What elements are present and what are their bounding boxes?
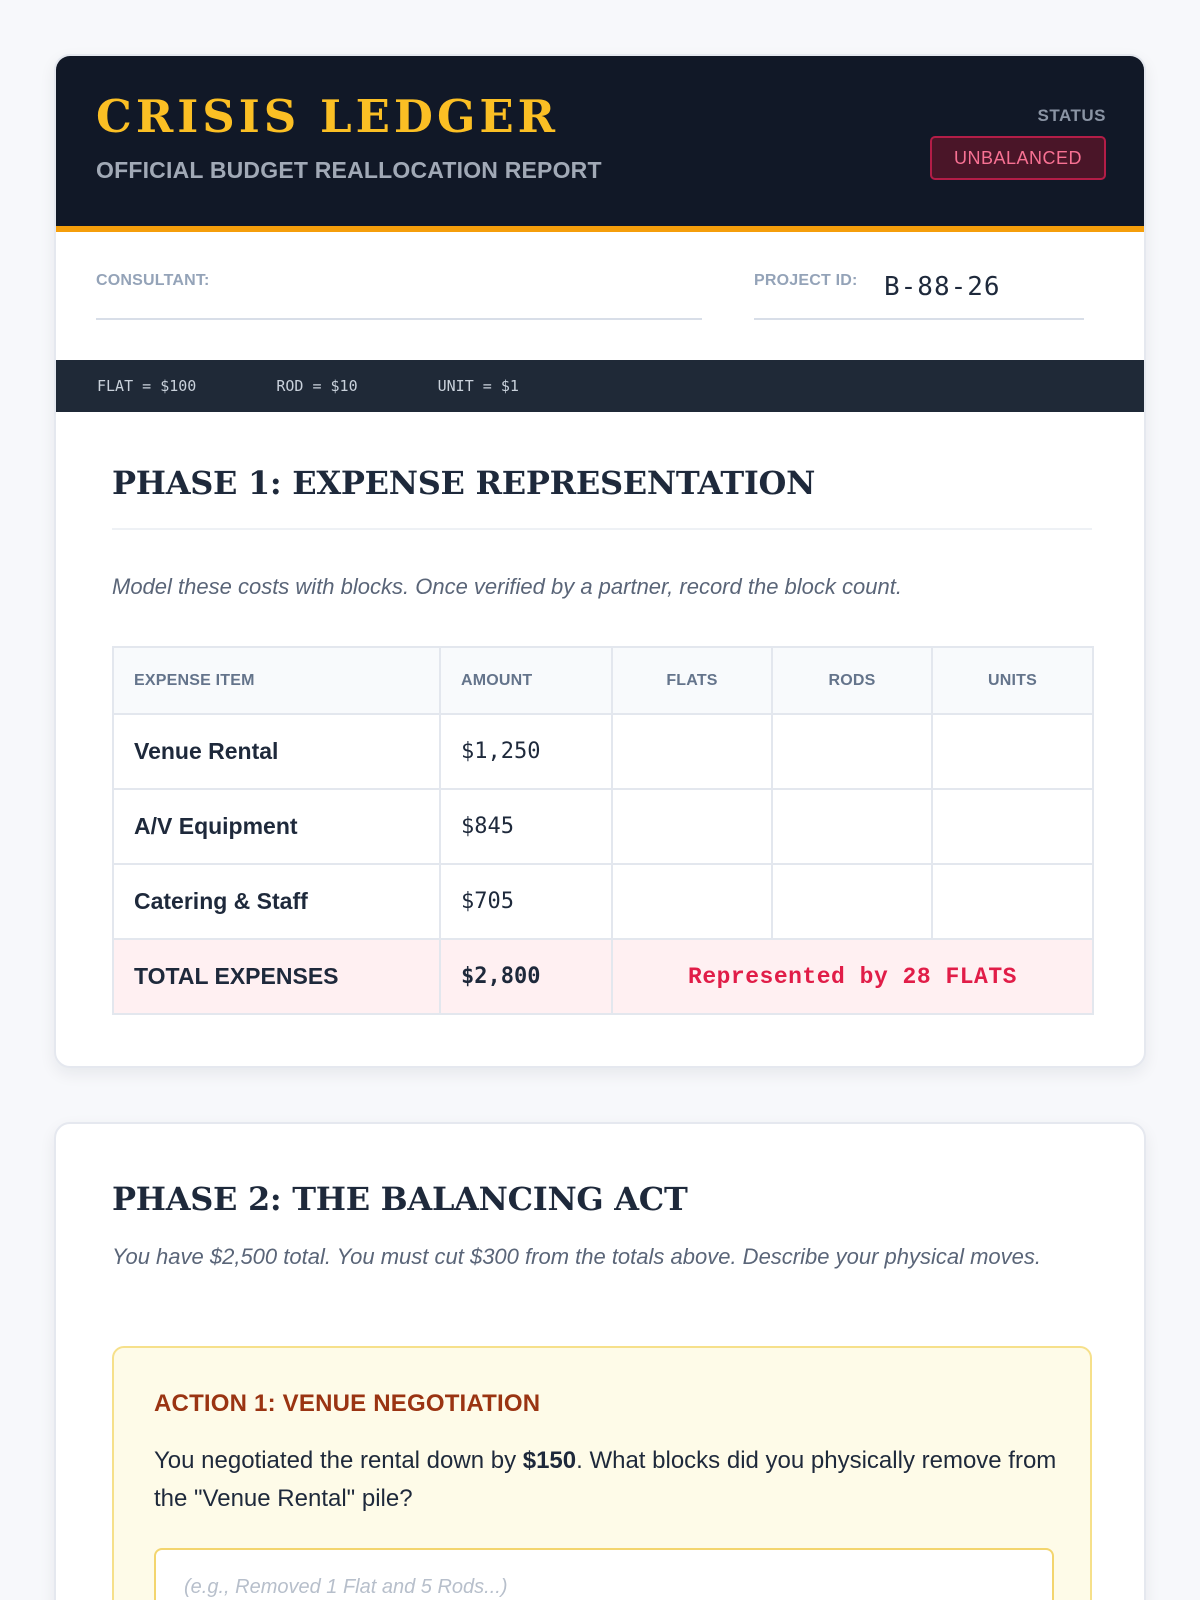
- col-units: UNITS: [932, 647, 1093, 714]
- project-id-field[interactable]: B-88-26: [884, 272, 1001, 302]
- report-card: [54, 54, 1146, 1068]
- phase1-description: Model these costs with blocks. Once verified by a partner, record the block count.: [112, 574, 902, 599]
- expense-amount: $845: [440, 789, 612, 864]
- action1-answer-input[interactable]: [154, 1548, 1054, 1600]
- action1-prompt: [154, 1442, 1064, 1518]
- units-input-cell[interactable]: [932, 789, 1093, 864]
- col-rods: RODS: [772, 647, 932, 714]
- consultant-label: CONSULTANT:: [96, 272, 210, 289]
- report-meta: [56, 232, 1144, 360]
- phase2-card: [54, 1122, 1146, 1600]
- expense-amount: $1,250: [440, 714, 612, 789]
- rods-input-cell[interactable]: [772, 714, 932, 789]
- report-subtitle: OFFICIAL BUDGET REALLOCATION REPORT: [96, 157, 602, 183]
- key-flat: FLAT = $100: [97, 377, 197, 395]
- flats-input-cell[interactable]: [612, 864, 772, 939]
- units-input-cell[interactable]: [932, 864, 1093, 939]
- action1-prompt-start: You negotiated the rental down by: [154, 1447, 523, 1474]
- table-row: [113, 864, 1093, 939]
- action1-panel: [112, 1346, 1092, 1600]
- action1-amount: $150: [522, 1447, 577, 1474]
- flats-input-cell[interactable]: [612, 714, 772, 789]
- rods-input-cell[interactable]: [772, 789, 932, 864]
- col-flats: FLATS: [612, 647, 772, 714]
- table-row: [113, 714, 1093, 789]
- report-title: CRISIS LEDGER: [96, 90, 560, 143]
- expense-item: Venue Rental: [113, 714, 440, 789]
- units-input-cell[interactable]: [932, 714, 1093, 789]
- total-row: [113, 939, 1093, 1014]
- expense-amount: $705: [440, 864, 612, 939]
- total-amount: $2,800: [440, 939, 612, 1014]
- col-expense-item: EXPENSE ITEM: [113, 647, 440, 714]
- phase1-title: PHASE 1: EXPENSE REPRESENTATION: [112, 464, 816, 502]
- phase1-divider: [112, 528, 1092, 530]
- project-id-label: PROJECT ID:: [754, 272, 858, 289]
- status-label: STATUS: [1037, 106, 1106, 125]
- table-row: [113, 789, 1093, 864]
- phase2-description: You have $2,500 total. You must cut $300 from the totals above. Describe your physical moves.: [112, 1244, 1042, 1269]
- key-unit: UNIT = $1: [437, 377, 519, 395]
- expense-item: A/V Equipment: [113, 789, 440, 864]
- status-badge: UNBALANCED: [930, 136, 1106, 180]
- report-header: [56, 56, 1144, 232]
- expense-table: [112, 646, 1094, 1015]
- table-header-row: [113, 647, 1093, 714]
- project-id-underline: [754, 318, 1084, 320]
- key-rod: ROD = $10: [276, 377, 358, 395]
- total-label: TOTAL EXPENSES: [113, 939, 440, 1014]
- phase2-title: PHASE 2: THE BALANCING ACT: [112, 1180, 688, 1218]
- total-representation: Represented by 28 FLATS: [612, 939, 1093, 1014]
- action1-title: ACTION 1: VENUE NEGOTIATION: [154, 1390, 541, 1417]
- flats-input-cell[interactable]: [612, 789, 772, 864]
- consultant-underline: [96, 318, 702, 320]
- expense-item: Catering & Staff: [113, 864, 440, 939]
- rods-input-cell[interactable]: [772, 864, 932, 939]
- action1-prompt-end: . What blocks did you physically remove from the "Venue Rental" pile?: [154, 1447, 1057, 1512]
- block-value-key: [56, 360, 1144, 412]
- col-amount: AMOUNT: [440, 647, 612, 714]
